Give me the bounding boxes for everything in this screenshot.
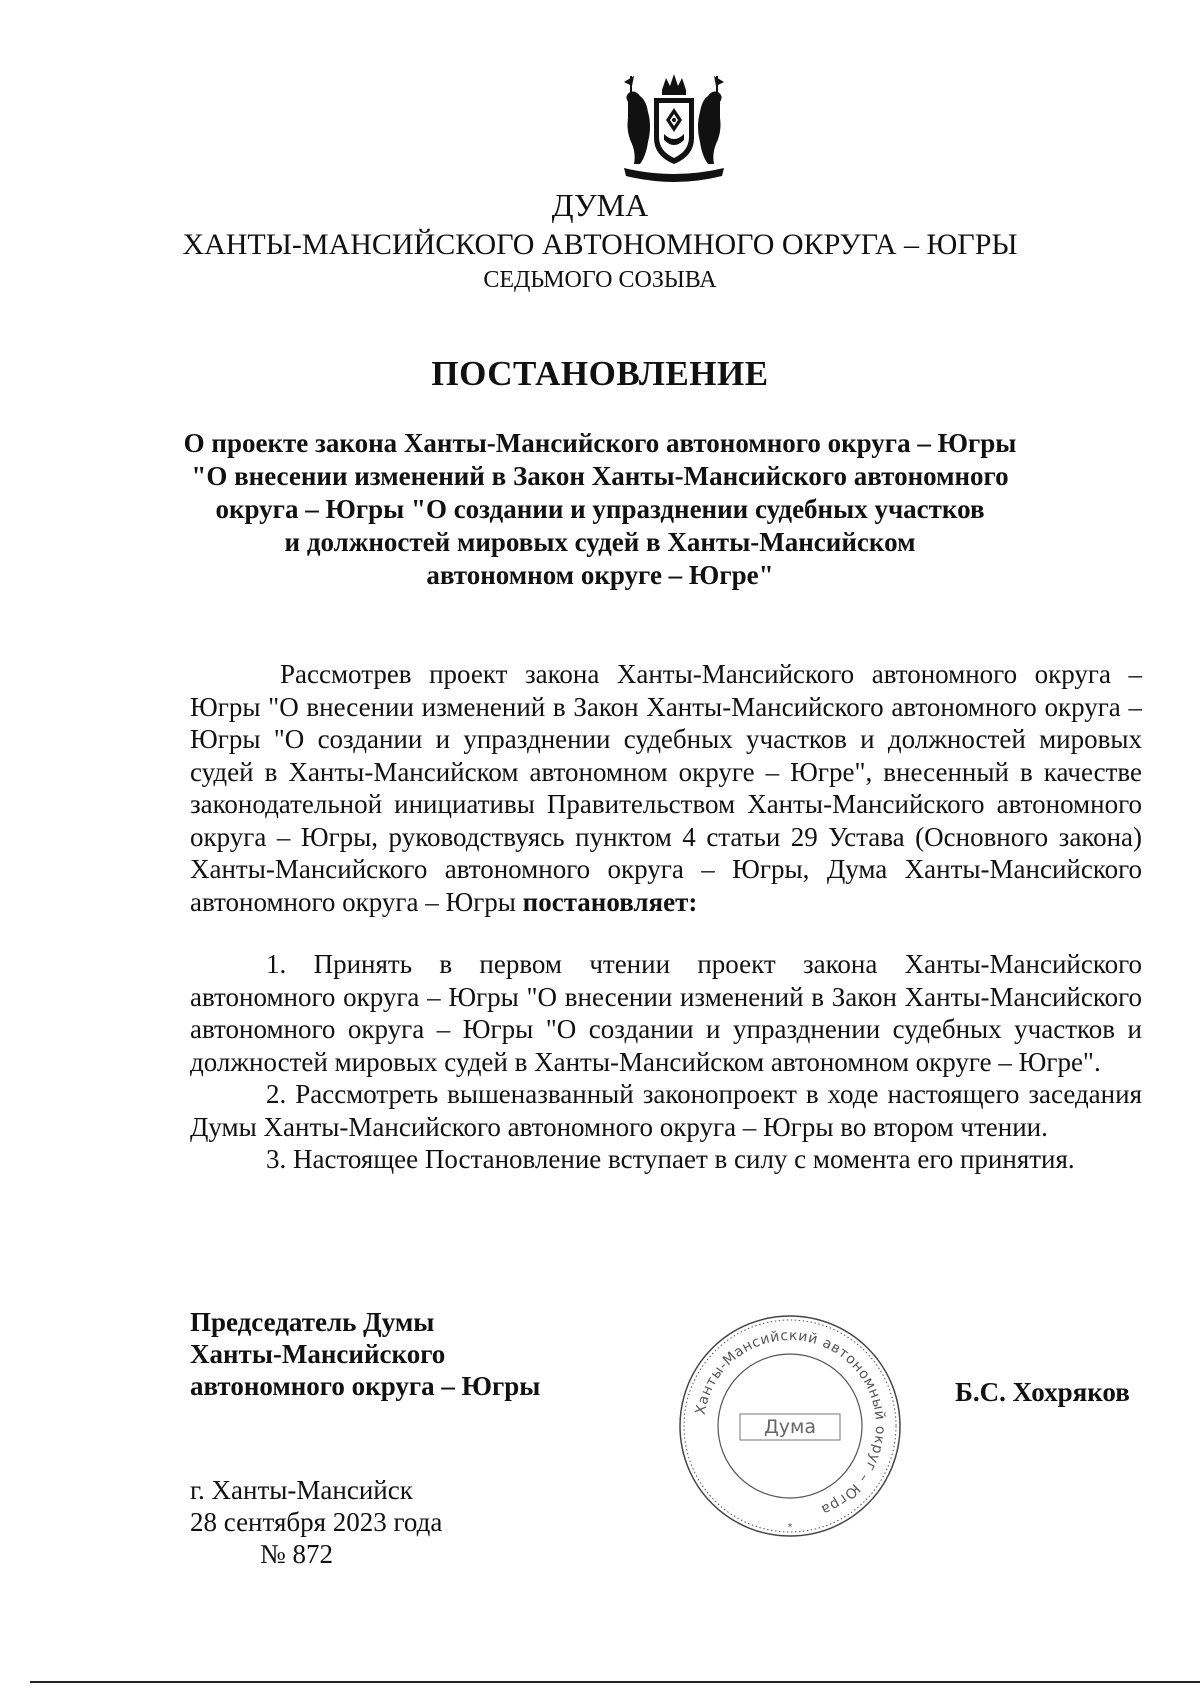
seal-ring-text: Ханты-Мансийский автономный округ – Югра <box>692 1327 889 1518</box>
official-seal-stamp <box>676 1312 904 1540</box>
document-number: № 872 <box>260 1539 334 1569</box>
signatory-name: Б.С. Хохряков <box>955 1377 1130 1407</box>
title-line: и должностей мировых судей в Ханты-Мансийском <box>284 527 916 557</box>
title-line: "О внесении изменений в Закон Ханты-Мансийского автономного <box>191 461 1009 491</box>
page-bottom-rule <box>30 1681 1200 1683</box>
resolution-item: 1. Принять в первом чтении проект закона Ханты-Мансийского автономного округа – Югры "О внесении изменений в Закон Ханты-Мансийского автономного округа – Югры "О создании и упразднении судебных участков и должностей мировых судей в Ханты-Мансийском автономном округе – Югре". <box>190 949 1142 1077</box>
preamble-text: Рассмотрев проект закона Ханты-Мансийского автономного округа – Югры "О внесении изменений в Закон Ханты-Мансийского автономного округа – Югры "О создании и упразднении судебных участков и должностей мировых судей в Ханты-Мансийском автономном округе – Югре", внесенный в качестве законодательной инициативы Правительством Ханты-Мансийского автономного округа – Югры, руководствуясь пунктом 4 статьи 29 Устава (Основного закона) Ханты-Мансийского автономного округа – Югры, Дума Ханты-Мансийского автономного округа – Югры <box>190 659 1142 917</box>
signatory-role <box>190 1306 540 1402</box>
org-name-line-1: ДУМА <box>551 187 649 223</box>
preamble-paragraph <box>190 658 1142 918</box>
resolution-item: 3. Настоящее Постановление вступает в силу с момента его принятия. <box>266 1144 1075 1174</box>
preamble-emphasis: постановляет: <box>522 886 698 917</box>
svg-text:*: * <box>787 1522 793 1533</box>
resolution-items <box>190 948 1142 1176</box>
document-title <box>0 427 1200 592</box>
title-line: округа – Югры "О создании и упразднении судебных участков <box>215 494 985 524</box>
org-convocation: СЕДЬМОГО СОЗЫВА <box>483 267 717 293</box>
org-name-line-2: ХАНТЫ-МАНСИЙСКОГО АВТОНОМНОГО ОКРУГА – ЮГРЫ <box>182 228 1018 261</box>
document-type: ПОСТАНОВЛЕНИЕ <box>431 354 769 393</box>
document-city: г. Ханты-Мансийск <box>190 1475 413 1505</box>
signatory-role-line: автономного округа – Югры <box>190 1371 541 1401</box>
signatory-role-line: Ханты-Мансийского <box>190 1339 446 1369</box>
title-line: О проекте закона Ханты-Мансийского автономного округа – Югры <box>183 428 1017 458</box>
title-line: автономном округе – Югре" <box>426 560 774 590</box>
preamble <box>190 658 1142 918</box>
document-date: 28 сентября 2023 года <box>190 1507 443 1537</box>
document-place-date <box>190 1474 442 1570</box>
signatory-role-line: Председатель Думы <box>190 1307 435 1337</box>
coat-of-arms-icon <box>618 72 730 188</box>
seal-center-text: Дума <box>763 1416 817 1438</box>
resolution-item: 2. Рассмотреть вышеназванный законопроект в ходе настоящего заседания Думы Ханты-Мансийского автономного округа – Югры во втором чтении. <box>190 1079 1142 1142</box>
